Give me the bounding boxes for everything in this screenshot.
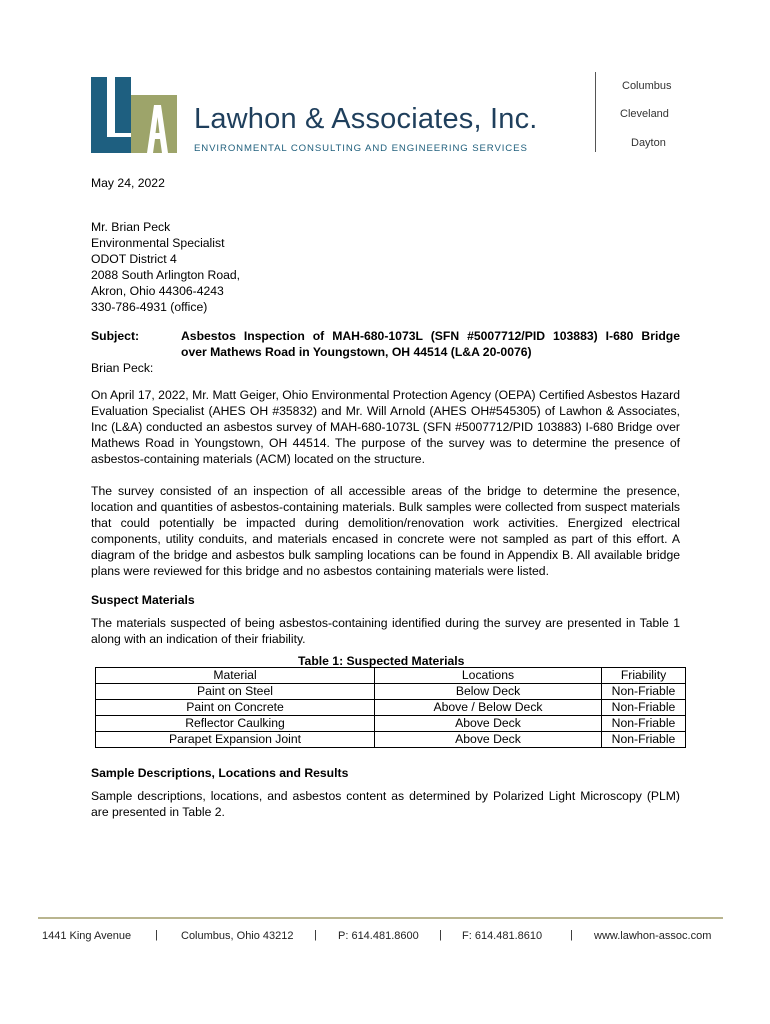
subject-line-2: over Mathews Road in Youngstown, OH 44514 (L&A 20-0076)	[181, 345, 532, 359]
subject-line-1: Asbestos Inspection of MAH-680-1073L (SFN #5007712/PID 103883) I-680 Bridge	[181, 329, 680, 343]
table-row	[96, 716, 686, 732]
footer-address: 1441 King Avenue	[42, 930, 132, 942]
office-dayton: Dayton	[631, 137, 666, 149]
recipient-org: ODOT District 4	[91, 252, 177, 266]
recipient-street: 2088 South Arlington Road,	[91, 268, 241, 282]
header-divider	[595, 72, 596, 152]
footer-rule	[38, 917, 723, 919]
company-name: Lawhon & Associates, Inc.	[194, 103, 538, 135]
column-header-locations: Locations	[375, 668, 602, 684]
salutation: Brian Peck:	[91, 361, 154, 375]
cell-friability: Non-Friable	[602, 716, 686, 732]
recipient-address	[91, 219, 240, 315]
table-row	[96, 700, 686, 716]
table-header-row	[96, 668, 686, 684]
table-row	[96, 684, 686, 700]
office-columbus: Columbus	[622, 80, 672, 92]
footer-separator: |	[155, 929, 158, 941]
cell-material: Reflector Caulking	[96, 716, 375, 732]
column-header-friability: Friability	[602, 668, 686, 684]
footer-phone: P: 614.481.8600	[338, 930, 419, 942]
subject-label: Subject:	[91, 329, 140, 343]
letter-date: May 24, 2022	[91, 176, 165, 190]
column-header-material: Material	[96, 668, 375, 684]
footer-website: www.lawhon-assoc.com	[594, 930, 712, 942]
suspect-materials-heading: Suspect Materials	[91, 593, 195, 607]
table-title: Table 1: Suspected Materials	[298, 654, 465, 668]
suspected-materials-table	[95, 667, 686, 748]
footer-city: Columbus, Ohio 43212	[181, 930, 294, 942]
footer-fax: F: 614.481.8610	[462, 930, 543, 942]
cell-location: Below Deck	[375, 684, 602, 700]
recipient-phone: 330-786-4931 (office)	[91, 300, 208, 314]
footer-separator: |	[570, 929, 573, 941]
recipient-city: Akron, Ohio 44306-4243	[91, 284, 224, 298]
recipient-title: Environmental Specialist	[91, 236, 225, 250]
intro-paragraph: On April 17, 2022, Mr. Matt Geiger, Ohio Environmental Protection Agency (OEPA) Certified Asbestos Hazard Evaluation Specialist (AHES OH #35832) and Mr. Will Arnold (AHES OH#545305) of Lawhon & Associates, Inc (L&A) conducted an asbestos survey of MAH-680-1073L (SFN #5007712/PID 103883) I-680 Bridge over Mathews Road in Youngstown, OH 44514. The purpose of the survey was to determine the presence of asbestos-containing materials (ACM) located on the structure.	[91, 388, 680, 466]
cell-friability: Non-Friable	[602, 684, 686, 700]
cell-material: Paint on Steel	[96, 684, 375, 700]
company-logo	[91, 75, 177, 153]
cell-material: Parapet Expansion Joint	[96, 732, 375, 748]
cell-location: Above Deck	[375, 716, 602, 732]
table-row	[96, 732, 686, 748]
cell-material: Paint on Concrete	[96, 700, 375, 716]
footer-separator: |	[314, 929, 317, 941]
sample-descriptions-heading: Sample Descriptions, Locations and Results	[91, 766, 349, 780]
cell-friability: Non-Friable	[602, 700, 686, 716]
footer-separator: |	[439, 929, 442, 941]
survey-paragraph: The survey consisted of an inspection of all accessible areas of the bridge to determine the presence, location and quantities of asbestos-containing materials. Bulk samples were collected from suspect materials that could potentially be impacted during demolition/renovation work activities. Energized electrical components, utility conduits, and materials encased in concrete were not sampled as part of this effort. A diagram of the bridge and asbestos bulk sampling locations can be found in Appendix B. All available bridge plans were reviewed for this bridge and no asbestos containing materials were listed.	[91, 484, 680, 578]
sample-descriptions-text: Sample descriptions, locations, and asbestos content as determined by Polarized Light Microscopy (PLM) are presented in Table 2.	[91, 789, 680, 819]
office-cleveland: Cleveland	[620, 108, 669, 120]
recipient-name: Mr. Brian Peck	[91, 220, 171, 234]
cell-friability: Non-Friable	[602, 732, 686, 748]
cell-location: Above / Below Deck	[375, 700, 602, 716]
cell-location: Above Deck	[375, 732, 602, 748]
company-tagline: ENVIRONMENTAL CONSULTING AND ENGINEERING SERVICES	[194, 143, 528, 154]
suspect-materials-text: The materials suspected of being asbestos-containing identified during the survey are presented in Table 1 along with an indication of their friability.	[91, 616, 680, 646]
